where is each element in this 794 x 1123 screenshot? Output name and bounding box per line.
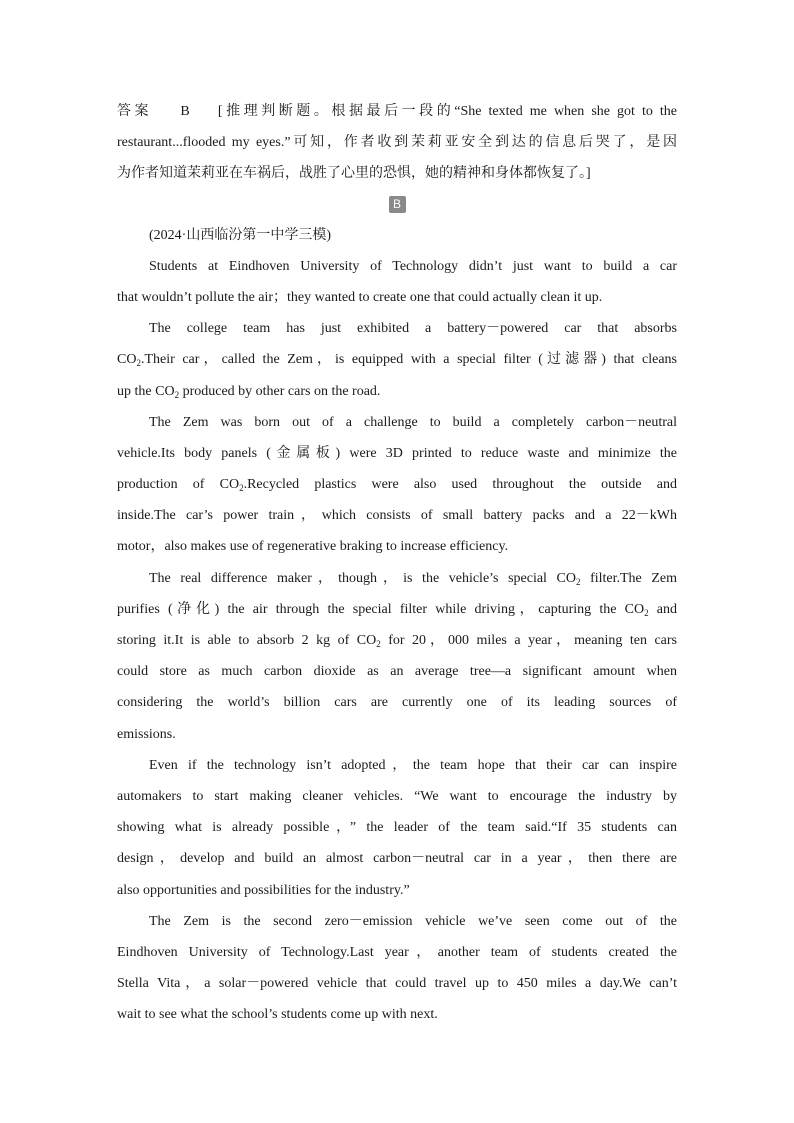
line-text: .Their car，called the Zem，is equipped with a special filter (过滤器) that cleans xyxy=(140,352,677,368)
line-text: The Zem was born out of a challenge to build a completely carbon－neutral xyxy=(149,414,677,430)
answer-line-1 xyxy=(117,96,677,127)
paragraph-line xyxy=(117,843,677,874)
section-badge-row xyxy=(117,190,677,220)
line-text: automakers to start making cleaner vehicles. “We want to encourage the industry by xyxy=(117,788,677,804)
line-text: production of CO xyxy=(117,477,240,493)
paragraph-line xyxy=(117,469,677,500)
paragraph-line xyxy=(117,687,677,718)
source-line xyxy=(117,220,677,251)
line-text: wait to see what the school’s students come up with next. xyxy=(117,1007,438,1023)
paragraph-line xyxy=(117,656,677,687)
subscript-text: 2 xyxy=(174,389,180,400)
line-text: for 20，000 miles a year，meaning ten cars xyxy=(380,633,677,648)
paragraph-line xyxy=(117,251,677,282)
answer-text-line-2: restaurant...flooded my eyes.”可知，作者收到茉莉亚安全到达的信息后哭了，是因 xyxy=(117,135,677,151)
line-text: CO xyxy=(117,352,137,368)
paragraph-line xyxy=(117,625,677,656)
paragraph-line xyxy=(117,376,677,407)
paragraph-line xyxy=(117,594,677,625)
line-text: showing what is already possible，” the leader of the team said.“If 35 students can xyxy=(117,820,677,836)
line-text: Eindhoven University of Technology.Last year，another team of students created the xyxy=(117,944,677,960)
section-badge: B xyxy=(389,196,406,213)
paragraph-line xyxy=(117,781,677,812)
line-text: that wouldn’t pollute the air；they wanted to create one that could actually clean it up. xyxy=(117,289,603,305)
line-text: emissions. xyxy=(117,726,176,742)
line-text: also opportunities and possibilities for the industry.” xyxy=(117,882,410,898)
paragraph-3 xyxy=(117,407,677,563)
paragraph-line xyxy=(117,500,677,531)
subscript-text: 2 xyxy=(376,639,381,649)
line-text: and xyxy=(648,601,677,617)
line-text: The real difference maker，though，is the vehicle’s special CO xyxy=(149,570,576,586)
paragraph-line xyxy=(117,344,677,375)
paragraph-line xyxy=(117,719,677,750)
line-text: vehicle.Its body panels (金属板) were 3D printed to reduce waste and minimize the xyxy=(117,445,677,461)
line-text: The Zem is the second zero－emission vehicle we’ve seen come out of the xyxy=(149,913,677,929)
line-text: inside.The car’s power train，which consists of small battery packs and a 22－kWh xyxy=(117,508,677,524)
line-text: filter.The Zem xyxy=(580,570,677,586)
line-text: Students at Eindhoven University of Technology didn’t just want to build a car xyxy=(149,258,677,274)
paragraph-line xyxy=(117,937,677,968)
paragraph-line xyxy=(117,407,677,438)
paragraph-line xyxy=(117,999,677,1030)
line-text: design，develop and build an almost carbon－neutral car in a year，then there are xyxy=(117,851,677,867)
paragraph-line xyxy=(117,968,677,999)
paragraph-2 xyxy=(117,313,677,407)
source-text: (2024·山西临汾第一中学三模) xyxy=(149,227,331,243)
answer-line-3 xyxy=(117,158,677,189)
subscript-text: 2 xyxy=(575,576,581,587)
passage xyxy=(117,251,677,1031)
paragraph-1 xyxy=(117,251,677,313)
document-page xyxy=(117,96,677,1030)
line-text: could store as much carbon dioxide as an average tree—a significant amount when xyxy=(117,664,677,680)
paragraph-line xyxy=(117,563,677,594)
line-text: .Recycled plastics were also used throughout the outside and xyxy=(243,477,677,493)
answer-choice: B xyxy=(180,104,190,119)
paragraph-4 xyxy=(117,563,677,750)
answer-text-line-3: 为作者知道茉莉亚在车祸后，战胜了心里的恐惧，她的精神和身体都恢复了。] xyxy=(117,166,591,182)
paragraph-line xyxy=(117,906,677,937)
paragraph-line xyxy=(117,750,677,781)
paragraph-6 xyxy=(117,906,677,1031)
line-text: motor，also makes use of regenerative braking to increase efficiency. xyxy=(117,539,509,555)
subscript-text: 2 xyxy=(239,483,244,494)
paragraph-5 xyxy=(117,750,677,906)
line-text: Stella Vita，a solar－powered vehicle that could travel up to 450 miles a day.We can’t xyxy=(117,976,677,992)
paragraph-line xyxy=(117,438,677,469)
answer-text-line-1: [推理判断题。根据最后一段的“She texted me when she got to the xyxy=(217,104,677,119)
subscript-text: 2 xyxy=(136,358,141,369)
line-text: The college team has just exhibited a battery－powered car that absorbs xyxy=(149,321,677,337)
line-text: storing it.It is able to absorb 2 kg of CO xyxy=(117,633,377,648)
line-text: produced by other cars on the road. xyxy=(179,383,381,399)
line-text: purifies (净化) the air through the special filter while driving，capturing the CO xyxy=(117,601,645,617)
line-text: considering the world’s billion cars are currently one of its leading sources of xyxy=(117,695,677,711)
line-text: up the CO xyxy=(117,383,175,399)
paragraph-line xyxy=(117,313,677,344)
paragraph-line xyxy=(117,282,677,313)
paragraph-line xyxy=(117,531,677,562)
paragraph-line xyxy=(117,875,677,906)
answer-label: 答案 xyxy=(117,104,153,119)
line-text: Even if the technology isn’t adopted，the team hope that their car can inspire xyxy=(149,757,677,773)
paragraph-line xyxy=(117,812,677,843)
answer-line-2 xyxy=(117,127,677,158)
subscript-text: 2 xyxy=(644,607,649,618)
